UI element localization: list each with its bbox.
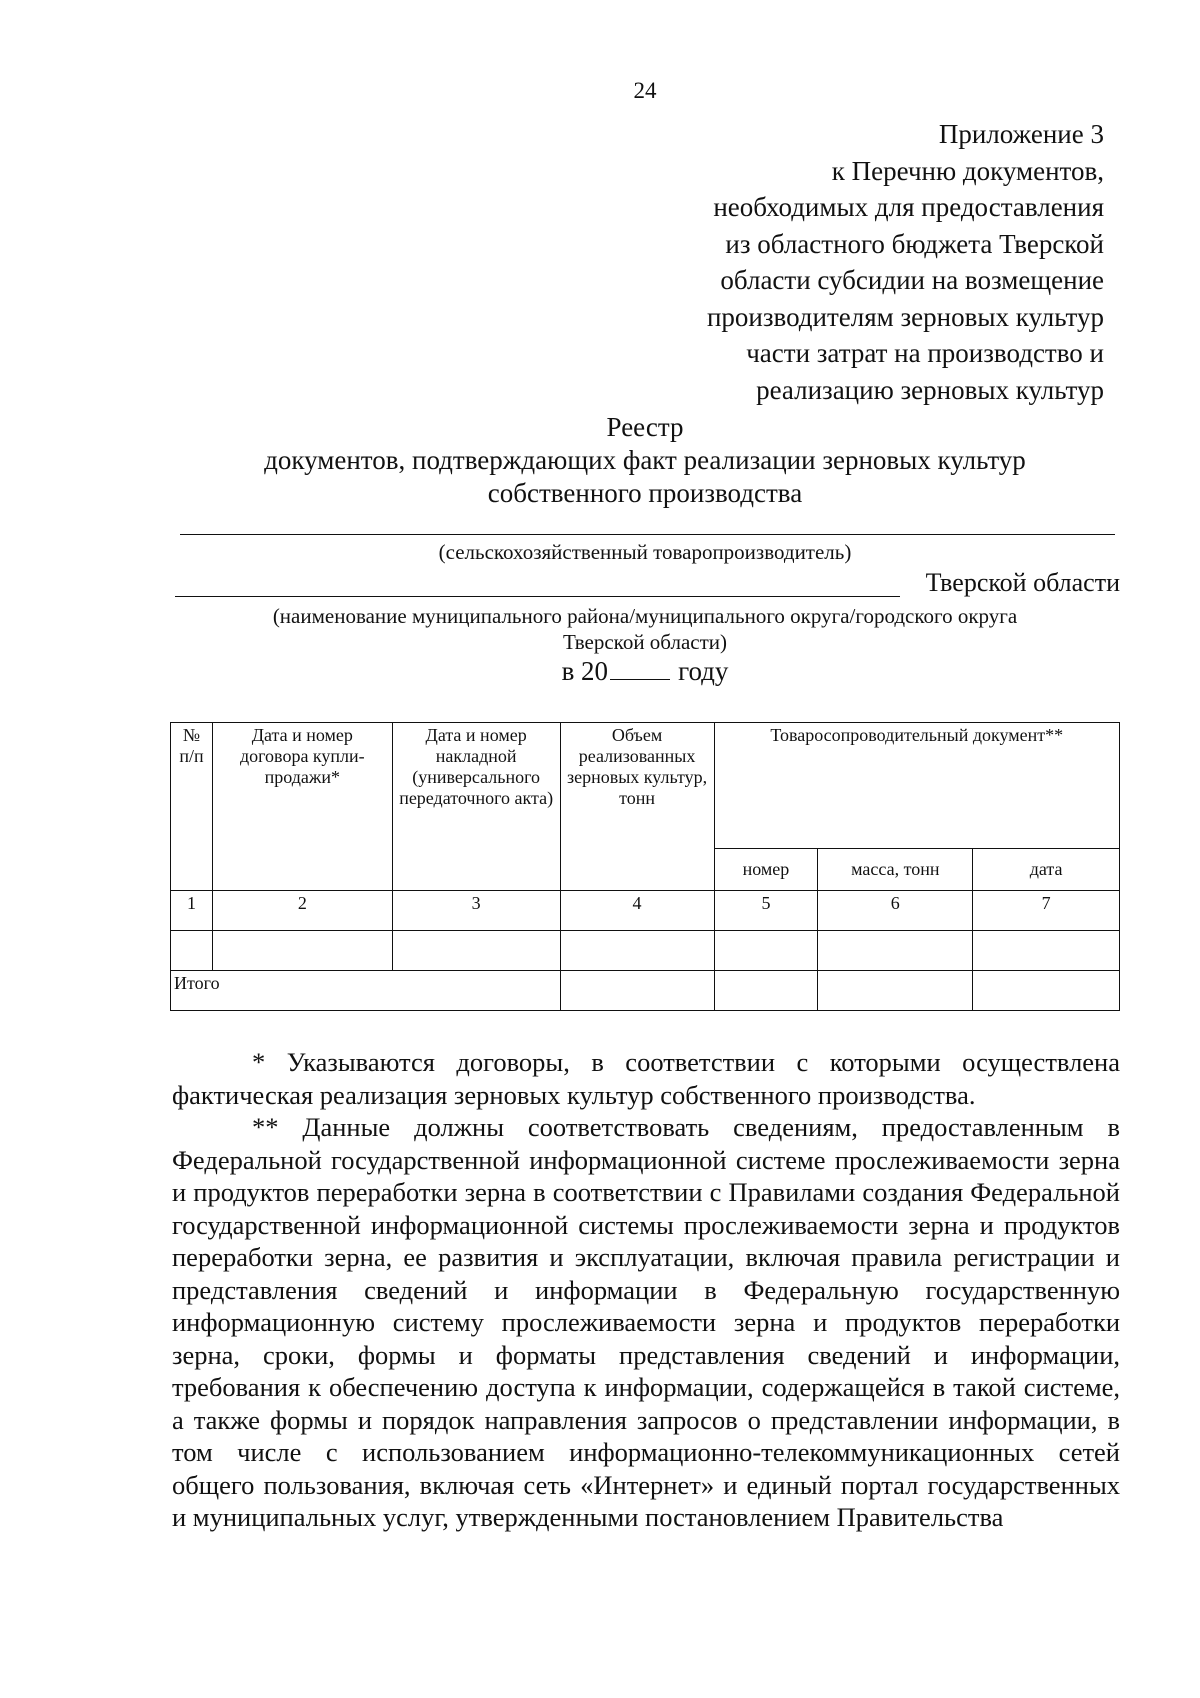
column-number-row xyxy=(171,891,1120,931)
appendix-line: к Перечню документов, xyxy=(831,155,1104,186)
footnote-shipping-data: ** Данные должны соответствовать сведениям, предоставленным в Федеральной государственной информационной системе прослеживаемости зерна и продуктов переработки зерна в соответствии с Правилами создания Федеральной государственной информационной системы прослеживаемости зерна и продуктов переработки зерна, ее развития и эксплуатации, включая правила регистрации и представления сведений и информации в Федеральную государственную информационную систему прослеживаемости зерна и продуктов переработки зерна, сроки, формы и форматы представления сведений и информации, требования к обеспечению доступа к информации, содержащейся в такой системе, а также формы и порядок направления запросов о представлении информации, в том числе с использованием информационно-телекоммуникационных сетей общего пользования, включая сеть «Интернет» и единый портал государственных и муниципальных услуг, утвержденными постановлением Правительства xyxy=(172,1112,1120,1532)
column-number: 2 xyxy=(212,891,392,931)
year-blank xyxy=(610,657,670,680)
table-cell xyxy=(818,931,973,971)
appendix-line: необходимых для предоставления xyxy=(713,192,1104,222)
column-number: 6 xyxy=(818,891,973,931)
title-line: документов, подтверждающих факт реализации зерновых культур xyxy=(264,445,1026,475)
header-shipping: Товаросопроводительный документ** xyxy=(714,723,1119,849)
total-label: Итого xyxy=(171,971,561,1011)
total-cell xyxy=(818,971,973,1011)
document-title xyxy=(170,411,1120,510)
appendix-line: области субсидии на возмещение xyxy=(720,265,1104,295)
column-number: 4 xyxy=(560,891,714,931)
district-blank-line xyxy=(175,596,900,597)
header-ship-mass: масса, тонн xyxy=(818,849,973,891)
column-number: 1 xyxy=(171,891,213,931)
title-line: Реестр xyxy=(606,412,684,442)
table-cell xyxy=(973,931,1120,971)
district-caption-line: (наименование муниципального района/муниципального округа/городского округа xyxy=(272,604,1018,628)
header-num: № п/п xyxy=(171,723,213,891)
header-contract: Дата и номер договора купли-продажи* xyxy=(212,723,392,891)
table-cell xyxy=(171,931,213,971)
page-number: 24 xyxy=(633,78,657,103)
total-cell xyxy=(973,971,1120,1011)
district-row xyxy=(175,568,1120,600)
footnotes xyxy=(172,1046,1120,1534)
region-suffix: Тверской области xyxy=(925,568,1120,597)
footnote-contracts: * Указываются договоры, в соответствии с которыми осуществлена фактическая реализация зерновых культур собственного производства. xyxy=(172,1047,1120,1110)
appendix-line: из областного бюджета Тверской xyxy=(725,228,1104,259)
total-cell xyxy=(714,971,818,1011)
table-cell xyxy=(212,931,392,971)
appendix-line: Приложение 3 xyxy=(938,119,1104,149)
table-cell xyxy=(714,931,818,971)
header-invoice: Дата и номер накладной (универсального передаточного акта) xyxy=(392,723,560,891)
year-prefix: в 20 xyxy=(561,656,609,686)
table-cell xyxy=(392,931,560,971)
column-number: 5 xyxy=(714,891,818,931)
year-line xyxy=(170,656,1120,687)
appendix-line: реализацию зерновых культур xyxy=(756,374,1104,405)
header-volume: Объем реализованных зерновых культур, тонн xyxy=(560,723,714,891)
table-cell xyxy=(560,931,714,971)
appendix-header xyxy=(544,116,1104,408)
district-caption-line: Тверской области) xyxy=(562,630,728,654)
district-caption xyxy=(170,603,1120,655)
appendix-line: части затрат на производство и xyxy=(746,338,1104,368)
total-row xyxy=(171,971,1120,1011)
registry-table xyxy=(170,722,1120,1011)
title-line: собственного производства xyxy=(487,478,803,508)
header-ship-number: номер xyxy=(714,849,818,891)
producer-caption: (сельскохозяйственный товаропроизводитель) xyxy=(438,540,852,564)
header-ship-date: дата xyxy=(973,849,1120,891)
table-header-row xyxy=(171,723,1120,849)
producer-blank-line xyxy=(180,534,1115,535)
appendix-line: производителям зерновых культур xyxy=(706,301,1104,332)
column-number: 7 xyxy=(973,891,1120,931)
column-number: 3 xyxy=(392,891,560,931)
total-cell xyxy=(560,971,714,1011)
year-suffix: году xyxy=(678,656,729,686)
table-row xyxy=(171,931,1120,971)
